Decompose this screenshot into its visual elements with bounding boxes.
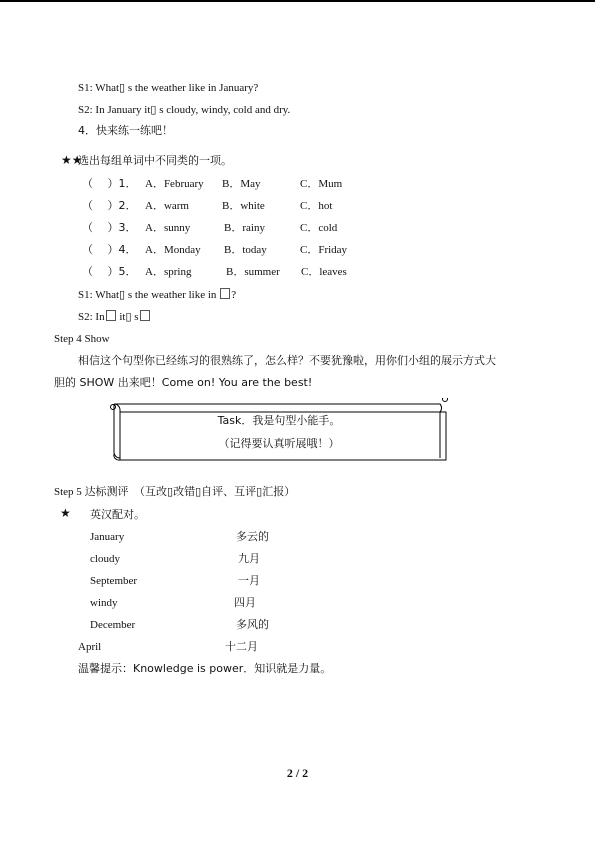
choice-c: C．hot: [300, 200, 333, 212]
match-left-item: April: [78, 641, 102, 653]
choice-b: B．today: [224, 244, 267, 256]
choice-a: A．spring: [145, 266, 192, 278]
match-right-item: 多云的: [236, 530, 269, 543]
choice-c: C．cold: [300, 222, 338, 234]
choice-b: B．May: [222, 178, 261, 190]
s1-question-mark: ?: [231, 289, 237, 301]
page-number: 2 / 2: [286, 766, 309, 780]
task-note: （记得要认真听展哦！）: [218, 437, 340, 450]
step4-heading: Step 4 Show: [54, 333, 110, 345]
choice-number: （ ）5．: [82, 265, 137, 278]
match-left-item: September: [90, 575, 138, 587]
exercise1-title: 选出每组单词中不同类的一项。: [78, 154, 232, 167]
match-left-item: cloudy: [90, 553, 120, 565]
two-star-icon: ★★: [61, 153, 83, 167]
choice-b: B．white: [222, 200, 265, 212]
choice-number: （ ）1．: [82, 177, 137, 190]
task-title: Task．我是句型小能手。: [217, 414, 341, 427]
choice-a: A．Monday: [145, 244, 201, 256]
choice-b: B．summer: [226, 266, 280, 278]
match-right-item: 十二月: [225, 640, 258, 653]
blank-box: [106, 310, 116, 321]
star-icon: ★: [60, 506, 71, 520]
match-left-item: December: [90, 619, 136, 631]
practice-s2-answer: [78, 310, 151, 324]
practice-heading: 4．快来练一练吧！: [78, 124, 173, 137]
s2-answer-start: S2: In: [78, 311, 105, 323]
s1-question-text: S1: What▯ s the weather like in: [78, 289, 217, 301]
tip-text: 温馨提示：Knowledge is power．知识就是力量。: [78, 662, 332, 675]
step4-paragraph-line2: 胆的 SHOW 出来吧！Come on! You are the best!: [54, 376, 313, 389]
step4-paragraph-line1: 相信这个句型你已经练习的很熟练了，怎么样？不要犹豫啦，用你们小组的展示方式大: [78, 354, 496, 367]
choice-c: C．Friday: [300, 244, 348, 256]
match-right-item: 一月: [238, 574, 260, 587]
match-left-item: windy: [90, 597, 118, 609]
practice-s1-question: [78, 288, 236, 302]
match-left-item: January: [90, 531, 125, 543]
match-right-item: 多风的: [236, 618, 269, 631]
choice-c: C．Mum: [300, 178, 343, 190]
choice-number: （ ）2．: [82, 199, 137, 212]
task-scroll-banner: [106, 398, 452, 470]
step5-label: Step 5: [54, 486, 82, 498]
scroll-frame: [106, 398, 452, 470]
choice-c: C．leaves: [301, 266, 347, 278]
page-top-rule: [0, 0, 595, 2]
dialogue-s1-question: S1: What▯ s the weather like in January?: [78, 82, 259, 94]
step5-heading: [54, 485, 295, 499]
blank-box: [220, 288, 230, 299]
choice-a: A．February: [145, 178, 204, 190]
exercise2-title: 英汉配对。: [90, 508, 145, 521]
blank-box: [140, 310, 150, 321]
choice-number: （ ）3．: [82, 221, 137, 234]
match-right-item: 四月: [234, 596, 256, 609]
choice-a: A．sunny: [145, 222, 191, 234]
choice-number: （ ）4．: [82, 243, 137, 256]
s2-answer-mid: it▯ s: [119, 311, 139, 323]
dialogue-s2-answer: S2: In January it▯ s cloudy, windy, cold and dry.: [78, 104, 291, 116]
choice-a: A．warm: [145, 200, 189, 212]
match-right-item: 九月: [238, 552, 260, 565]
choice-b: B．rainy: [224, 222, 265, 234]
step5-title: 达标测评 （互改▯改错▯自评、互评▯汇报）: [84, 485, 296, 498]
